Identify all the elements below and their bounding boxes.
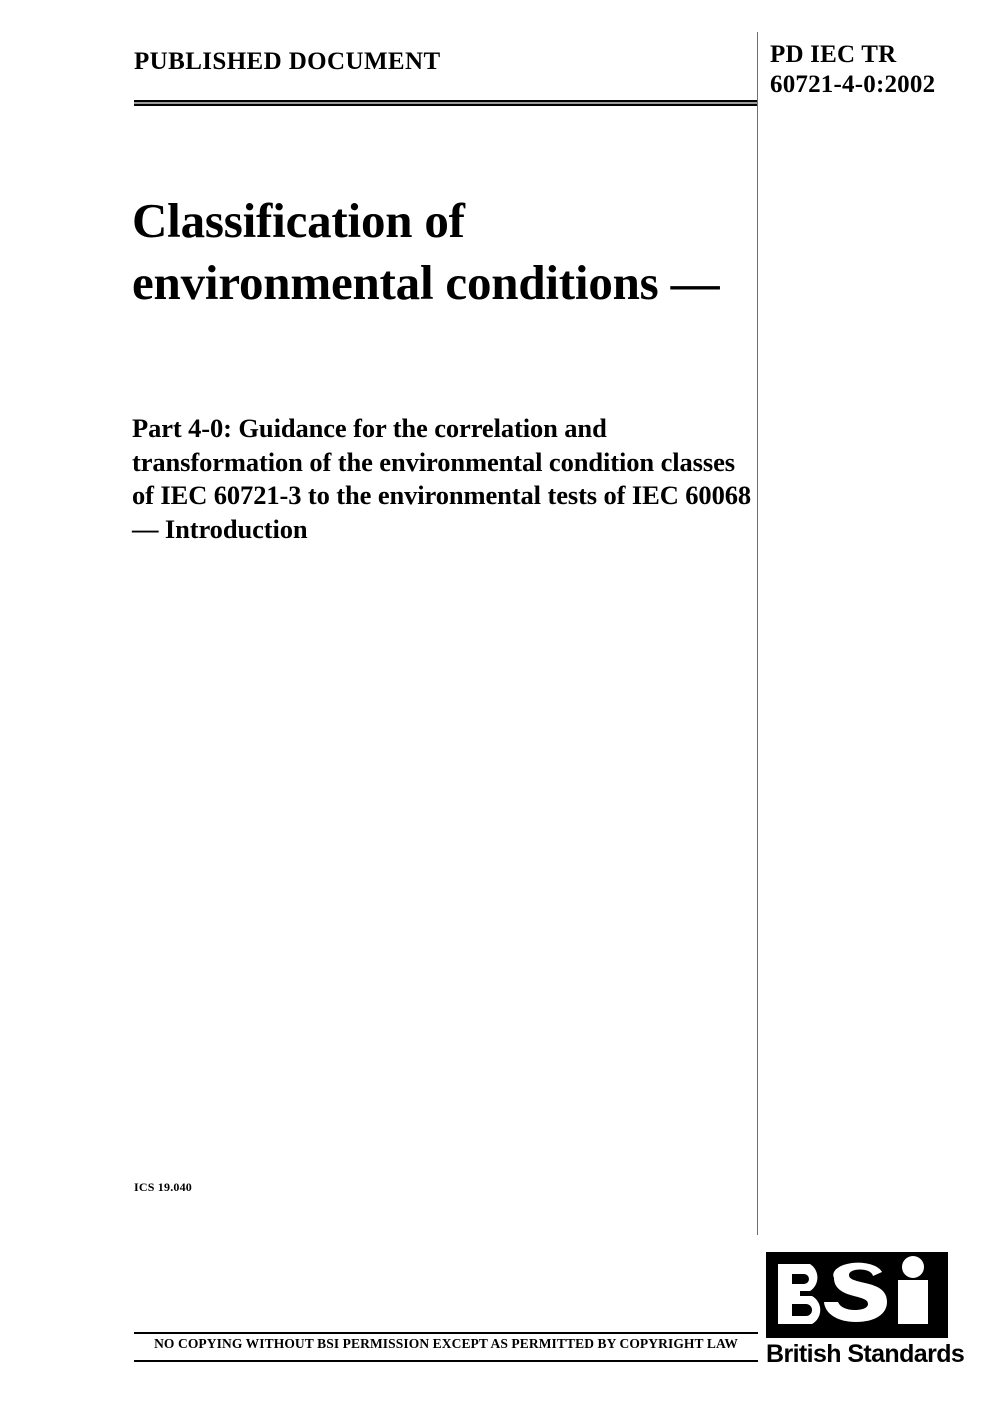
bsi-wordmark: British Standards [766, 1340, 965, 1368]
page-subtitle: Part 4-0: Guidance for the correlation and transformation of the environmental condition classes of IEC 60721-3 to the environmental tests of IEC 60068 — Introduction [132, 413, 752, 544]
document-header [134, 40, 946, 100]
bsi-logo [766, 1252, 965, 1370]
page-title: Classification of environmental conditions — [132, 193, 720, 310]
document-reference-line1: PD IEC TR [770, 41, 897, 68]
copyright-notice: NO COPYING WITHOUT BSI PERMISSION EXCEPT AS PERMITTED BY COPYRIGHT LAW [154, 1336, 738, 1351]
ics-code: ICS 19.040 [134, 1180, 193, 1194]
document-reference [770, 40, 990, 99]
vertical-divider [757, 32, 758, 1235]
header-rule [134, 100, 758, 106]
title-block [132, 190, 742, 313]
footer-rule-bottom [134, 1360, 758, 1362]
document-reference-line2: 60721-4-0:2002 [770, 70, 936, 98]
bsi-logo-icon [766, 1252, 948, 1338]
document-type-label: PUBLISHED DOCUMENT [134, 48, 441, 75]
footer-rule-top [134, 1332, 758, 1334]
